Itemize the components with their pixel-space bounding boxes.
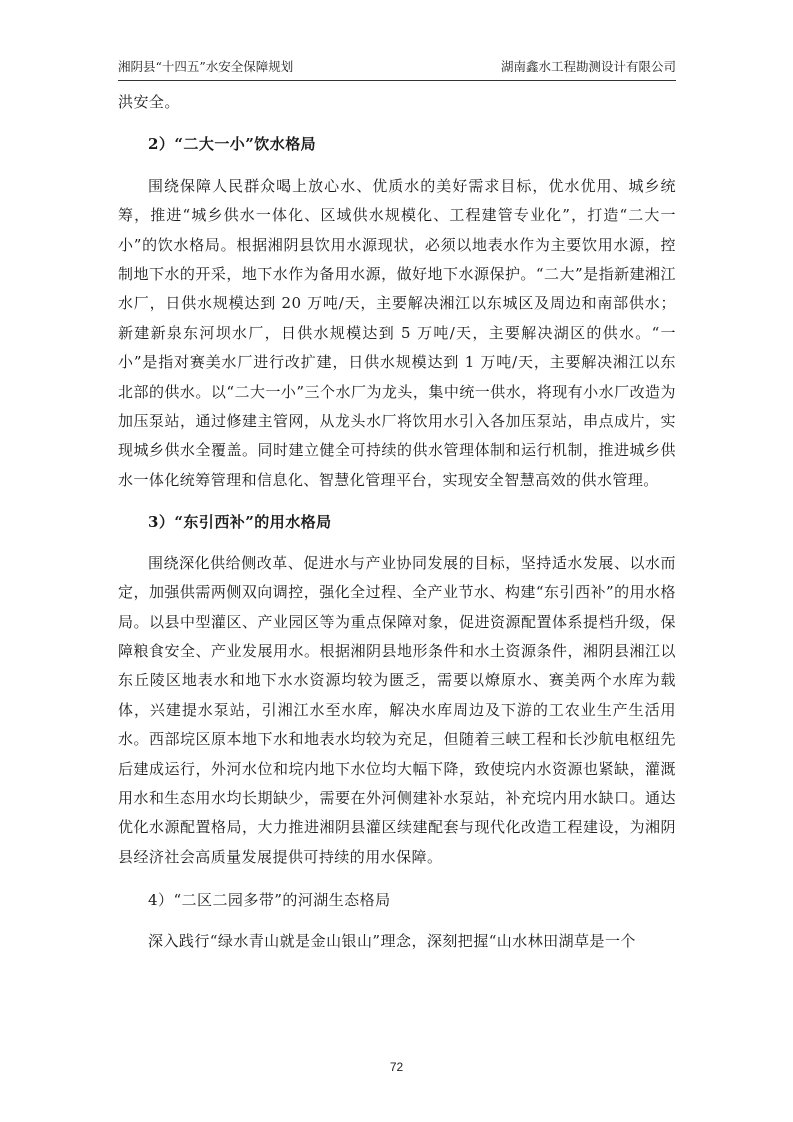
page-number: 72	[389, 1060, 404, 1074]
header-divider	[118, 80, 676, 81]
carryover-text: 洪安全。	[118, 93, 180, 111]
section-3-heading: 3）“东引西补”的用水格局	[148, 513, 332, 532]
section-3-paragraph: 围绕深化供给侧改革、促进水与产业协同发展的目标，坚持适水发展、以水而定，加强供需两侧双向调控，强化全过程、全产业节水、构建“东引西补”的用水格局。以县中型灌区、产业园区等为重点保障对象，促进资源配置体系提档升级，保障粮食安全、产业发展用水。根据湘阴县地形条件和水土资源条件，湘阴县湘江以东丘陵区地表水和地下水水资源均较为匮乏，需要以燎原水、赛美两个水库为载体，兴建提水泵站，引湘江水至水库，解决水库周边及下游的工农业生产生活用水。西部垸区原本地下水和地表水均较为充足，但随着三峡工程和长沙航电枢纽先后建成运行，外河水位和垸内地下水位均大幅下降，致使垸内水资源也紧缺，灌溉用水和生态用水均长期缺少，需要在外河侧建补水泵站，补充垸内用水缺口。通达优化水源配置格局，大力推进湘阴县灌区续建配套与现代化改造工程建设，为湘阴县经济社会高质量发展提供可持续的用水保障。	[118, 553, 676, 866]
section-2-paragraph: 围绕保障人民群众喝上放心水、优质水的美好需求目标，优水优用、城乡统筹，推进“城乡供水一体化、区域供水规模化、工程建管专业化”，打造“二大一小”的饮水格局。根据湘阴县饮用水源现状，必须以地表水作为主要饮用水源，控制地下水的开采，地下水作为备用水源，做好地下水源保护。“二大”是指新建湘江水厂，日供水规模达到 20 万吨/天，主要解决湘江以东城区及周边和南部供水；新建新泉东河坝水厂，日供水规模达到 5 万吨/天，主要解决湖区的供水。“一小”是指对赛美水厂进行改扩建，日供水规模达到 1 万吨/天，主要解决湘江以东北部的供水。以“二大一小”三个水厂为龙头，集中统一供水，将现有小水厂改造为加压泵站，通过修建主管网，从龙头水厂将饮用水引入各加压泵站，串点成片，实现城乡供水全覆盖。同时建立健全可持续的供水管理体制和运行机制，推进城乡供水一体化统筹管理和信息化、智慧化管理平台，实现安全智慧高效的供水管理。	[118, 176, 676, 489]
section-2-heading: 2）“二大一小”饮水格局	[148, 135, 317, 154]
header-company-name: 湖南鑫水工程勘测设计有限公司	[500, 59, 676, 74]
header-document-title: 湘阴县“十四五”水安全保障规划	[118, 59, 294, 74]
body-text	[118, 88, 676, 956]
section-4-paragraph: 深入践行“绿水青山就是金山银山”理念，深刻把握“山水林田湖草是一个	[148, 931, 636, 950]
section-4-heading: 4）“二区二园多带”的河湖生态格局	[148, 891, 391, 910]
page-header	[118, 57, 676, 77]
